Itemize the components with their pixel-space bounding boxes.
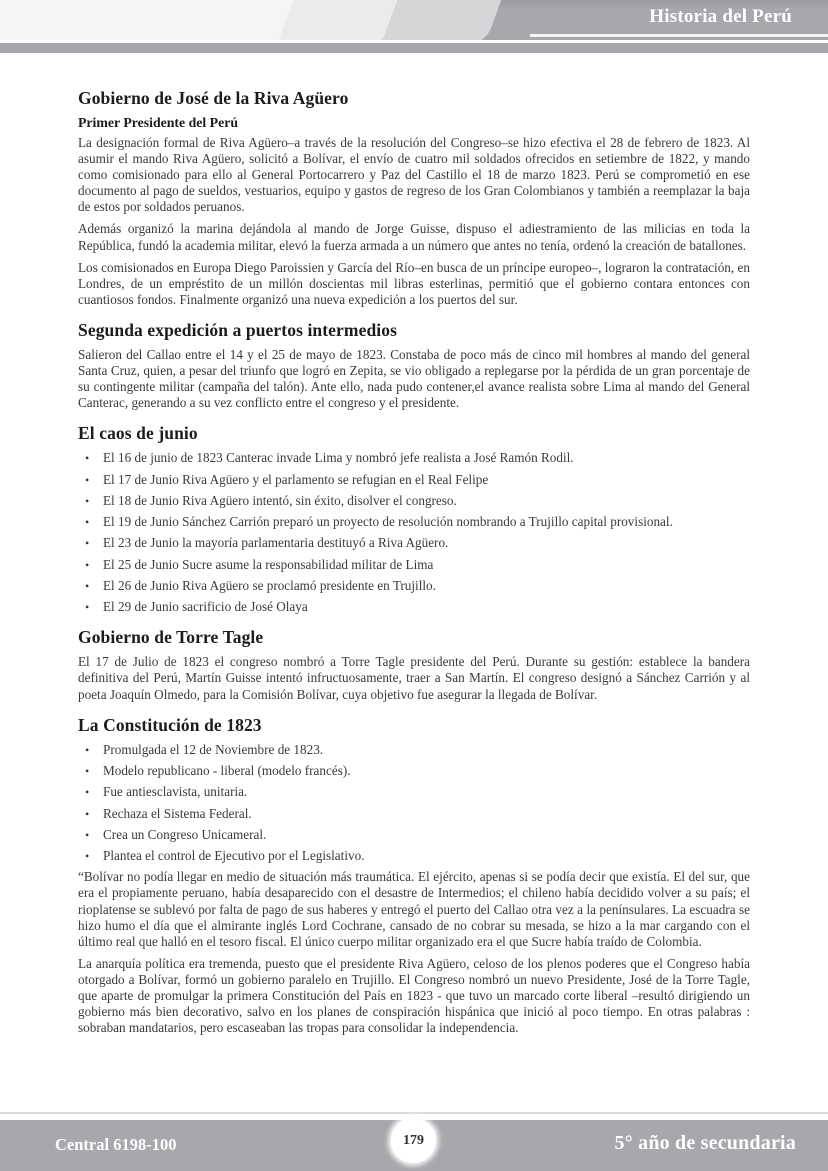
- footer-phone: Central 6198-100: [55, 1135, 177, 1154]
- footer-divider-line: [0, 1112, 828, 1115]
- section-riva-aguero: [78, 88, 750, 308]
- bullet-item: • El 23 de Junio la mayoría parlamentaria destituyó a Riva Agüero.: [78, 535, 750, 551]
- bullet-list: [78, 742, 750, 865]
- section-caos-de-junio: [78, 423, 750, 615]
- paragraph: Además organizó la marina dejándola al mando de Jorge Guisse, dispuso el adiestramiento de las milicias en toda la República, fundó la academia militar, elevó la fuerza armada a un número que antes no tenía, ordenó la creación de batallones.: [78, 221, 750, 253]
- paragraph: Salieron del Callao entre el 14 y el 25 de mayo de 1823. Constaba de poco más de cinco mil hombres al mando del general Santa Cruz, quien, a pesar del triunfo que logró en Zepita, se vio obligado a replegarse por la pérdida de un gran porcentaje de su contingente militar (campaña del talón). Ante ello, nada pudo contener,el avance realista sobre Lima al mando del General Canterac, generando a su vez conflicto entre el congreso y el presidente.: [78, 346, 750, 411]
- section-torre-tagle: [78, 627, 750, 702]
- section-heading: El caos de junio: [78, 423, 198, 444]
- bullet-item: • El 18 de Junio Riva Agüero intentó, sin éxito, disolver el congreso.: [78, 493, 750, 509]
- bullet-item: • Fue antiesclavista, unitaria.: [78, 784, 750, 800]
- section-heading: Gobierno de Torre Tagle: [78, 627, 264, 648]
- section-subheading: Primer Presidente del Perú: [78, 115, 239, 130]
- section-segunda-expedicion: [78, 320, 750, 411]
- bullet-item: • El 17 de Junio Riva Agüero y el parlamento se refugian en el Real Felipe: [78, 472, 750, 488]
- bullet-item: • El 16 de junio de 1823 Canterac invade Lima y nombró jefe realista a José Ramón Rodil.: [78, 450, 750, 466]
- footer-grade-label: 5° año de secundaria: [614, 1132, 796, 1154]
- course-title: Historia del Perú: [649, 6, 792, 27]
- bullet-item: • El 26 de Junio Riva Agüero se proclamó presidente en Trujillo.: [78, 578, 750, 594]
- paragraph: La anarquía política era tremenda, puesto que el presidente Riva Agüero, celoso de los plenos poderes que el Congreso había otorgado a Bolívar, formó un gobierno paralelo en Trujillo. El Congreso nombró un nuevo Presidente, José de la Torre Tagle, que aparte de promulgar la primera Constitución del País en 1823 - que tuvo un marcado corte liberal –resultó dirigiendo un gobierno más bien decorativo, salvo en los planes de conspiración hispánica que inició al poco tiempo. En otras palabras : sobraban mandatarios, pero escaseaban las tropas para consolidar la independencia.: [78, 955, 750, 1036]
- section-heading: Gobierno de José de la Riva Agüero: [78, 88, 349, 108]
- section-constitucion-1823: [78, 715, 750, 1037]
- paragraph: El 17 de Julio de 1823 el congreso nombró a Torre Tagle presidente del Perú. Durante su gestión: establece la bandera definitiva del Perú, Martín Guisse intentó infructuosamente, traer a San Martín. El congreso designó a Sánchez Carrión y al poeta Joaquín Olmedo, para la Comisión Bolívar, cuya objetivo fue asegurar la llegada de Bolívar.: [78, 654, 750, 702]
- page-number-badge: [391, 1118, 436, 1163]
- bullet-item: • Crea un Congreso Unicameral.: [78, 827, 750, 843]
- header-banner: [0, 0, 828, 40]
- title-underline: [530, 34, 828, 37]
- bullet-item: • El 25 de Junio Sucre asume la responsabilidad militar de Lima: [78, 557, 750, 573]
- paragraph: “Bolívar no podía llegar en medio de situación más traumática. El ejército, apenas si se podía decir que existía. El del sur, que era el propiamente peruano, había desaparecido con el desastre de Intermedios; el chileno había decidido volver a su país; el rioplatense se sublevó por falta de pago de sus haberes y entregó el puerto del Callao otra vez a la penínsulares. La escuadra se hizo humo el día que el almirante inglés Lord Cochrane, cansado de no cobrar su mesada, se hizo a la mar cargando con el último real que halló en el tesoro fiscal. El único cuerpo militar organizado era el que Sucre había traído de Colombia.: [78, 869, 750, 949]
- paragraph: Los comisionados en Europa Diego Paroissien y García del Río–en busca de un príncipe europeo–, lograron la contratación, en Londres, de un empréstito de un millón doscientas mil libras esterlinas, permitió que el gobierno contara entonces con cuantiosos fondos. Finalmente organizó una nueva expedición a los puertos del sur.: [78, 259, 750, 307]
- bullet-item: • El 29 de Junio sacrificio de José Olaya: [78, 599, 750, 615]
- bullet-list: [78, 450, 750, 615]
- bullet-item: • Plantea el control de Ejecutivo por el Legislativo.: [78, 848, 750, 864]
- bullet-item: • Rechaza el Sistema Federal.: [78, 806, 750, 822]
- bullet-item: • Promulgada el 12 de Noviembre de 1823.: [78, 742, 750, 758]
- header-strip: [0, 43, 828, 53]
- section-heading: La Constitución de 1823: [78, 714, 262, 735]
- bullet-item: • Modelo republicano - liberal (modelo francés).: [78, 763, 750, 779]
- section-heading: Segunda expedición a puertos intermedios: [78, 319, 398, 340]
- bullet-item: • El 19 de Junio Sánchez Carrión preparó un proyecto de resolución nombrando a Trujillo capital provisional.: [78, 514, 750, 530]
- page-number: 179: [403, 1132, 424, 1148]
- banner-slant-shape-light: [277, 0, 398, 40]
- paragraph: La designación formal de Riva Agüero–a través de la resolución del Congreso–se hizo efectiva el 28 de febrero de 1823. Al asumir el mando Riva Agüero, solicitó a Bolívar, el envío de cuatro mil soldados ofrecidos en setiembre de 1822, y mando como comisionado para ello al General Portocarrero y Paz del Castillo el 18 de marzo 1823. Perú se comprometió en ese documento al pago de sueldos, vestuarios, equipo y gastos de regreso de los Gran Colombianos y también a reemplazar la baja de estos por soldados peruanos.: [78, 135, 750, 215]
- page-content: [0, 53, 828, 1042]
